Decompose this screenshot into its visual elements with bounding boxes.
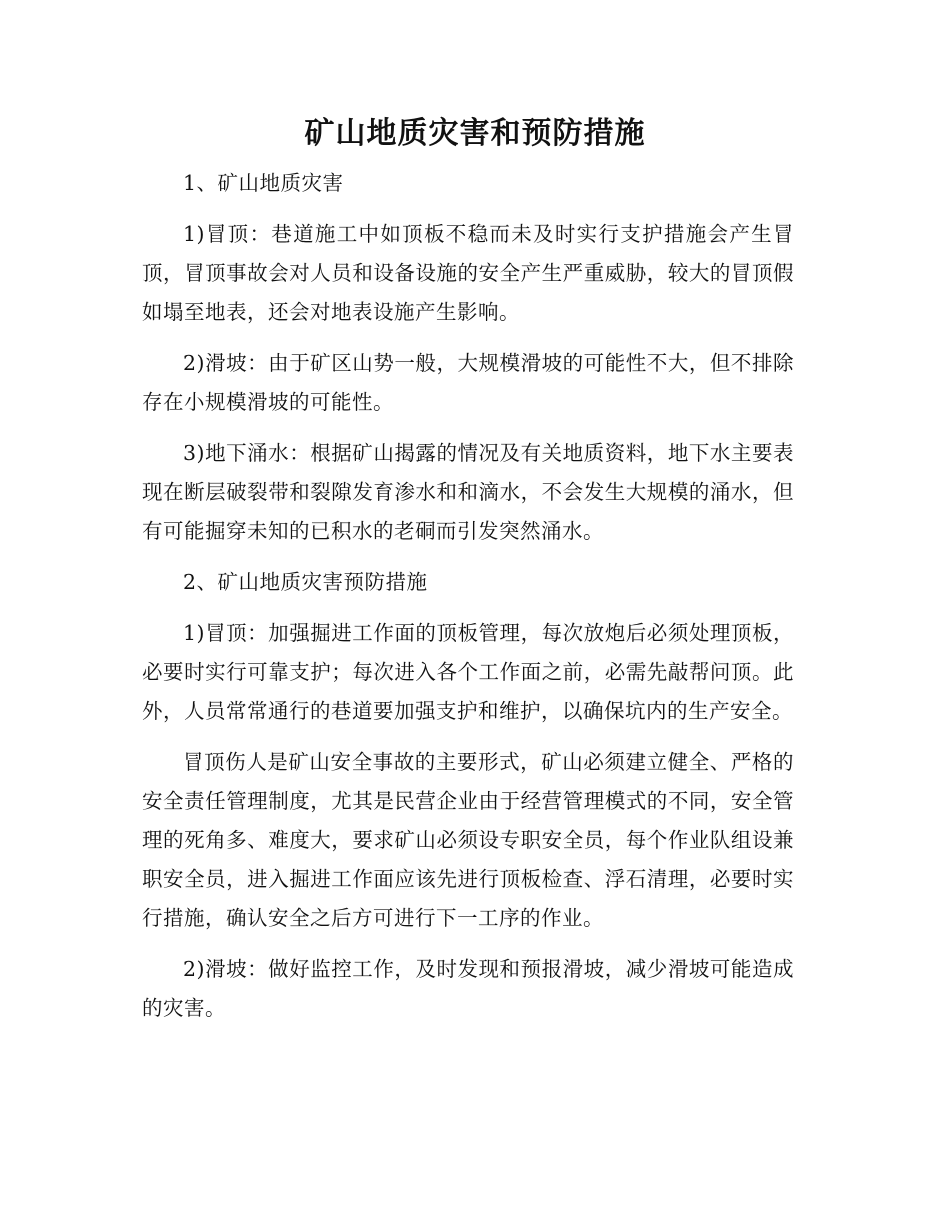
document-title: 矿山地质灾害和预防措施: [304, 116, 646, 151]
paragraph-roof-fall: 1)冒顶：巷道施工中如顶板不稳而未及时实行支护措施会产生冒顶，冒顶事故会对人员和设备设施的安全产生严重威胁，较大的冒顶假如塌至地表，还会对地表设施产生影响。: [142, 222, 794, 324]
paragraph-landslide: 2)滑坡：由于矿区山势一般，大规模滑坡的可能性不大，但不排除存在小规模滑坡的可能性。: [142, 351, 794, 414]
paragraph-safety-management: 冒顶伤人是矿山安全事故的主要形式，矿山必须建立健全、严格的安全责任管理制度，尤其是民营企业由于经营管理模式的不同，安全管理的死角多、难度大，要求矿山必须设专职安全员，每个作业队组设兼职安全员，进入掘进工作面应该先进行顶板检查、浮石清理，必要时实行措施，确认安全之后方可进行下一工序的作业。: [142, 750, 794, 930]
section-heading-hazards: 1、矿山地质灾害: [183, 171, 344, 195]
paragraph-water-inrush: 3)地下涌水：根据矿山揭露的情况及有关地质资料，地下水主要表现在断层破裂带和裂隙发育渗水和和滴水，不会发生大规模的涌水，但有可能掘穿未知的已积水的老硐而引发突然涌水。: [142, 441, 794, 543]
document-body: [142, 164, 794, 1040]
paragraph-landslide-prevention: 2)滑坡：做好监控工作，及时发现和预报滑坡，减少滑坡可能造成的灾害。: [142, 957, 794, 1020]
section-heading-prevention: 2、矿山地质灾害预防措施: [183, 570, 428, 594]
paragraph-roof-fall-prevention: 1)冒顶：加强掘进工作面的顶板管理，每次放炮后必须处理顶板，必要时实行可靠支护；每次进入各个工作面之前，必需先敲帮问顶。此外，人员常常通行的巷道要加强支护和维护，以确保坑内的生产安全。: [142, 621, 794, 723]
